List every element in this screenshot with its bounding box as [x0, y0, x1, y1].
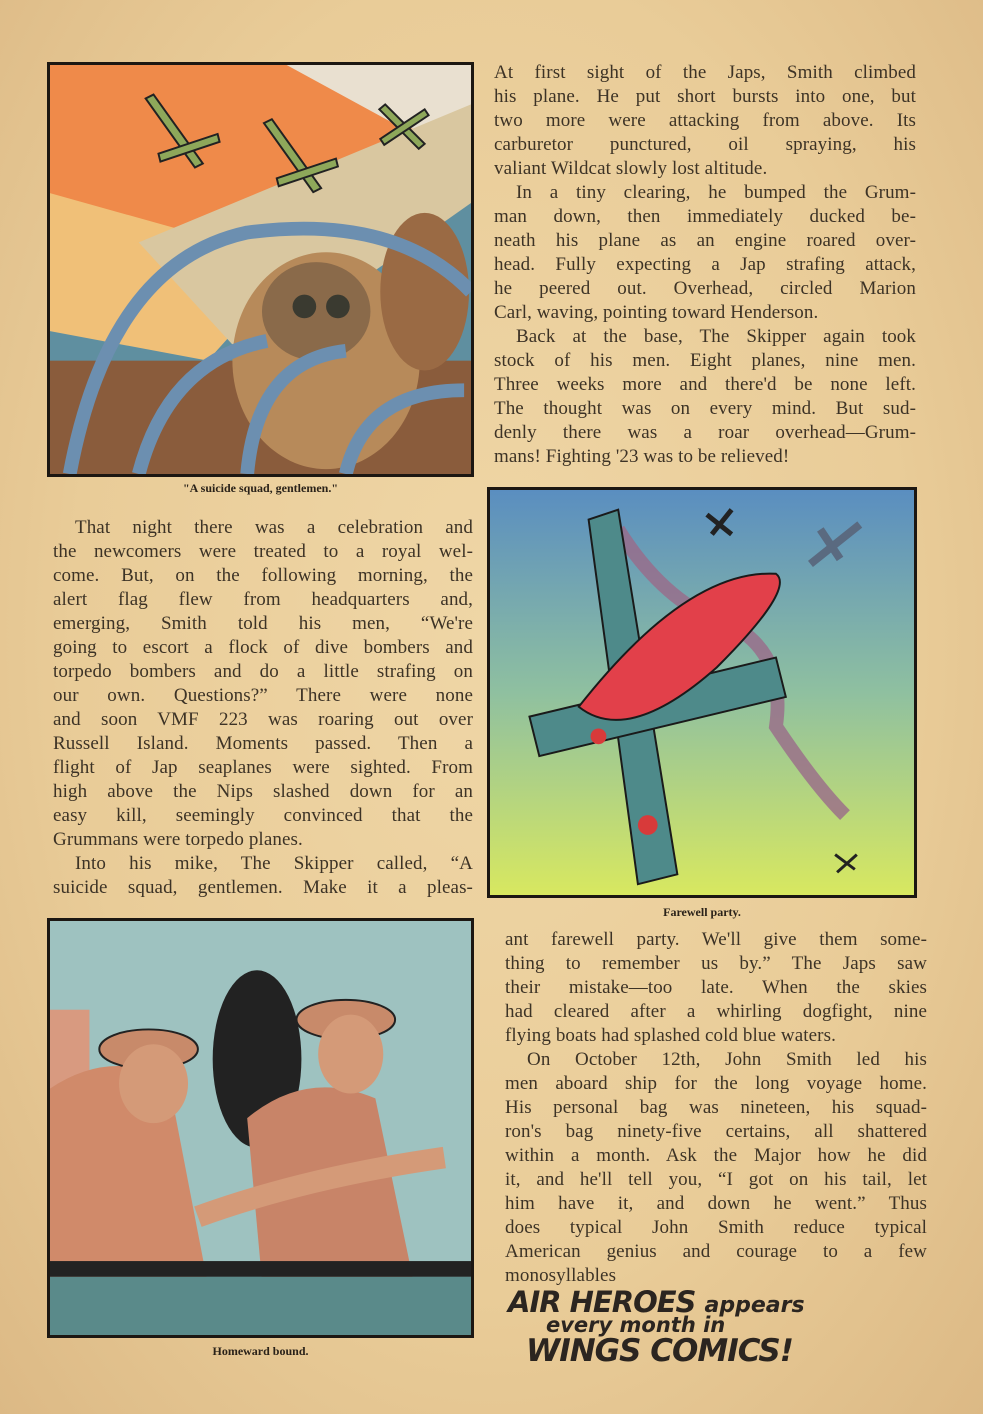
- text-line: man down, then immediately ducked be-: [494, 206, 916, 227]
- text-line: Back at the base, The Skipper again took: [516, 326, 916, 347]
- text-line: going to escort a flock of dive bombers and: [53, 637, 473, 658]
- text-line: come. But, on the following morning, the: [53, 565, 473, 586]
- text-line: mans! Fighting '23 was to be relieved!: [494, 446, 790, 467]
- text-line: Carl, waving, pointing toward Henderson.: [494, 302, 819, 323]
- text-line: On October 12th, John Smith led his: [527, 1049, 927, 1070]
- cockpit-illustration: [50, 65, 471, 474]
- text-line: stock of his men. Eight planes, nine men.: [494, 350, 916, 371]
- wings-comics-ad: [508, 1285, 805, 1369]
- text-line: their mistake—too late. When the skies: [505, 977, 927, 998]
- text-line: neath his plane as an engine roared over-: [494, 230, 916, 251]
- text-line: At first sight of the Japs, Smith climbed: [494, 62, 916, 83]
- text-line: The thought was on every mind. But sud-: [494, 398, 916, 419]
- left-article-text: [53, 516, 473, 900]
- text-line: easy kill, seemingly convinced that the: [53, 805, 473, 826]
- text-line: head. Fully expecting a Jap strafing attack,: [494, 254, 916, 275]
- text-line: thing to remember us by.” The Japs saw: [505, 953, 927, 974]
- text-line: valiant Wildcat slowly lost altitude.: [494, 158, 768, 179]
- text-line: Russell Island. Moments passed. Then a: [53, 733, 473, 754]
- ad-line-3: WINGS COMICS!: [526, 1333, 793, 1369]
- text-line: he peered out. Overhead, circled Marion: [494, 278, 916, 299]
- text-line: it, and he'll tell you, “I got on his tail, let: [505, 1169, 927, 1190]
- text-line: suicide squad, gentlemen. Make it a pleas-: [53, 877, 473, 898]
- text-line: Three weeks more and there'd be none left.: [494, 374, 916, 395]
- text-line: monosyllables: [505, 1265, 617, 1286]
- homeward-illustration: [50, 921, 471, 1335]
- text-line: our own. Questions?” There were none: [53, 685, 473, 706]
- panel-homeward: [47, 918, 474, 1338]
- right-top-article-text: [494, 61, 916, 469]
- text-line: Grummans were torpedo planes.: [53, 829, 303, 850]
- text-line: him have it, and down he went.” Thus: [505, 1193, 927, 1214]
- caption-farewell-party: Farewell party.: [663, 905, 741, 919]
- text-line: two more were attacking from above. Its: [494, 110, 916, 131]
- text-line: within a month. Ask the Major how he did: [505, 1145, 927, 1166]
- text-line: his plane. He put short bursts into one, but: [494, 86, 916, 107]
- text-line: ant farewell party. We'll give them some-: [505, 929, 927, 950]
- right-bottom-article-text: [505, 928, 927, 1288]
- text-line: Into his mike, The Skipper called, “A: [75, 853, 473, 874]
- text-line: That night there was a celebration and: [75, 517, 473, 538]
- text-line: and soon VMF 223 was roaring out over: [53, 709, 473, 730]
- text-line: carburetor punctured, oil spraying, his: [494, 134, 916, 155]
- text-line: men aboard ship for the long voyage home.: [505, 1073, 927, 1094]
- text-line: In a tiny clearing, he bumped the Grum-: [516, 182, 916, 203]
- dogfight-illustration: [490, 490, 914, 895]
- ad-air-heroes: AIR HEROES: [508, 1285, 696, 1319]
- caption-homeward-bound: Homeward bound.: [212, 1344, 309, 1358]
- panel-cockpit: [47, 62, 474, 477]
- text-line: flight of Jap seaplanes were sighted. From: [53, 757, 473, 778]
- panel-dogfight: [487, 487, 917, 898]
- text-line: American genius and courage to a few: [505, 1241, 927, 1262]
- text-line: ron's bag ninety-five certains, all shattered: [505, 1121, 927, 1142]
- text-line: torpedo bombers and do a little strafing on: [53, 661, 473, 682]
- text-line: had cleared after a whirling dogfight, nine: [505, 1001, 927, 1022]
- text-line: does typical John Smith reduce typical: [505, 1217, 927, 1238]
- ad-appears: appears: [704, 1293, 805, 1318]
- text-line: alert flag flew from headquarters and,: [53, 589, 473, 610]
- text-line: flying boats had splashed cold blue waters.: [505, 1025, 836, 1046]
- text-line: His personal bag was nineteen, his squad-: [505, 1097, 927, 1118]
- caption-suicide-squad: "A suicide squad, gentlemen.": [182, 481, 338, 495]
- text-line: high above the Nips slashed down for an: [53, 781, 473, 802]
- text-line: the newcomers were treated to a royal wel-: [53, 541, 473, 562]
- ad-line-2: every month in: [546, 1313, 726, 1337]
- text-line: emerging, Smith told his men, “We're: [53, 613, 473, 634]
- text-line: denly there was a roar overhead—Grum-: [494, 422, 916, 443]
